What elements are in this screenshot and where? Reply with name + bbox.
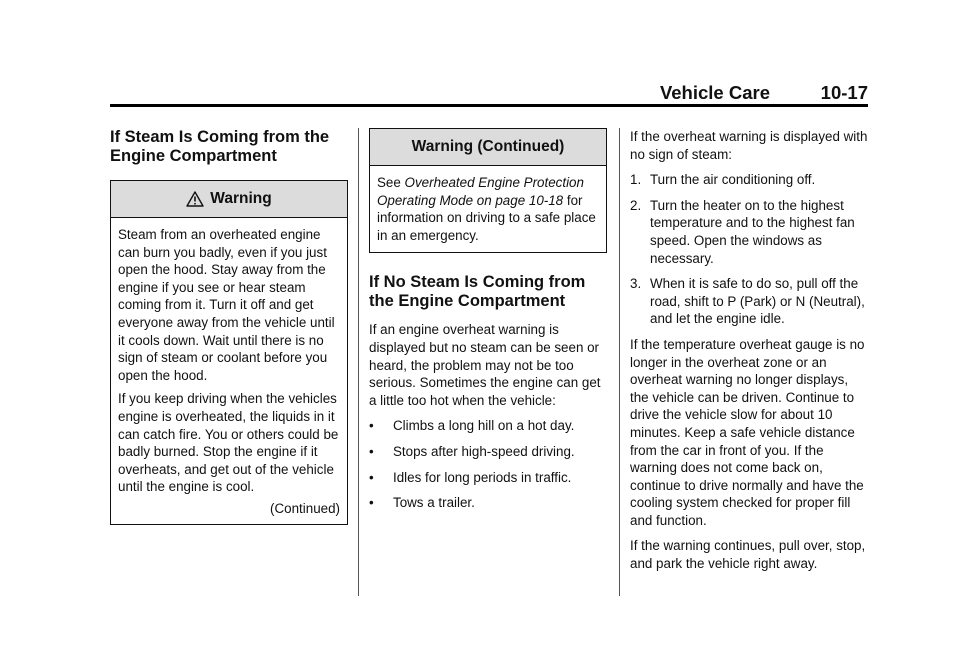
section-heading: If Steam Is Coming from the Engine Compartment bbox=[110, 128, 330, 165]
list-item: • Climbs a long hill on a hot day. bbox=[369, 418, 575, 434]
page-number: 10-17 bbox=[820, 82, 868, 103]
cross-reference-link[interactable]: Overheated Engine Protection Operating Mode on page 10-18 bbox=[377, 175, 584, 208]
continued-label: (Continued) bbox=[270, 500, 340, 516]
body-paragraph: If the temperature overheat gauge is no longer in the overheat zone or an overheat warning no longer displays, the vehicle can be driven. Continue to drive the vehicle slow for about 10 minutes. Keep a safe vehicle distance from the car in front of you. If the warning does not come back on, continue to drive normally and have the cooling system checked for proper fill and function. bbox=[630, 336, 865, 528]
warning-header bbox=[111, 181, 347, 218]
list-item: • Tows a trailer. bbox=[369, 495, 475, 511]
warning-body bbox=[111, 218, 347, 524]
column-3 bbox=[630, 128, 870, 581]
body-paragraph: If an engine overheat warning is displayed but no steam can be seen or heard, the problem may not be too serious. Sometimes the engine can get a little too hot when the vehicle: bbox=[369, 322, 601, 408]
warning-paragraph: If you keep driving when the vehicles engine is overheated, the liquids in it can catch fire. You or others could be badly burned. Stop the engine if it overheats, and get out of the vehicle until the engine is cool. bbox=[118, 391, 339, 495]
list-item: • Idles for long periods in traffic. bbox=[369, 469, 572, 485]
list-item: 3. When it is safe to do so, pull off the road, shift to P (Park) or N (Neutral), and let the engine idle. bbox=[630, 276, 865, 327]
body-paragraph: If the warning continues, pull over, stop, and park the vehicle right away. bbox=[630, 538, 866, 572]
column-divider bbox=[358, 128, 359, 596]
column-2 bbox=[369, 128, 607, 520]
section-title: Vehicle Care bbox=[659, 82, 770, 103]
warning-box bbox=[110, 180, 348, 525]
list-item: 2. Turn the heater on to the highest temperature and to the highest fan speed. Open the windows as necessary. bbox=[630, 197, 855, 266]
bullet-icon: • bbox=[369, 495, 374, 511]
warning-header bbox=[370, 129, 606, 166]
warning-triangle-icon bbox=[186, 191, 204, 207]
body-paragraph: If the overheat warning is displayed with no sign of steam: bbox=[630, 129, 868, 162]
warning-title: Warning bbox=[210, 190, 272, 207]
warning-body bbox=[370, 166, 606, 252]
list-item: 1. Turn the air conditioning off. bbox=[630, 172, 816, 188]
column-1 bbox=[110, 128, 348, 525]
header-rule bbox=[110, 104, 868, 107]
bullet-icon: • bbox=[369, 469, 374, 485]
column-divider bbox=[619, 128, 620, 596]
bullet-icon: • bbox=[369, 443, 374, 459]
warning-paragraph: Steam from an overheated engine can burn you badly, even if you just open the hood. Stay away from the engine if you see or hear steam coming from it. Turn it off and get everyone away from the vehicle until it cools down. Wait until there is no sign of steam or coolant before you open the hood. bbox=[118, 227, 335, 383]
warning-paragraph: See Overheated Engine Protection Operating Mode on page 10-18 for information on driving to a safe place in an emergency. bbox=[377, 175, 596, 243]
warning-box-continued bbox=[369, 128, 607, 253]
warning-title: Warning (Continued) bbox=[411, 138, 565, 155]
section-heading: If No Steam Is Coming from the Engine Compartment bbox=[369, 273, 586, 311]
bullet-icon: • bbox=[369, 418, 374, 434]
list-item: • Stops after high-speed driving. bbox=[369, 443, 575, 459]
